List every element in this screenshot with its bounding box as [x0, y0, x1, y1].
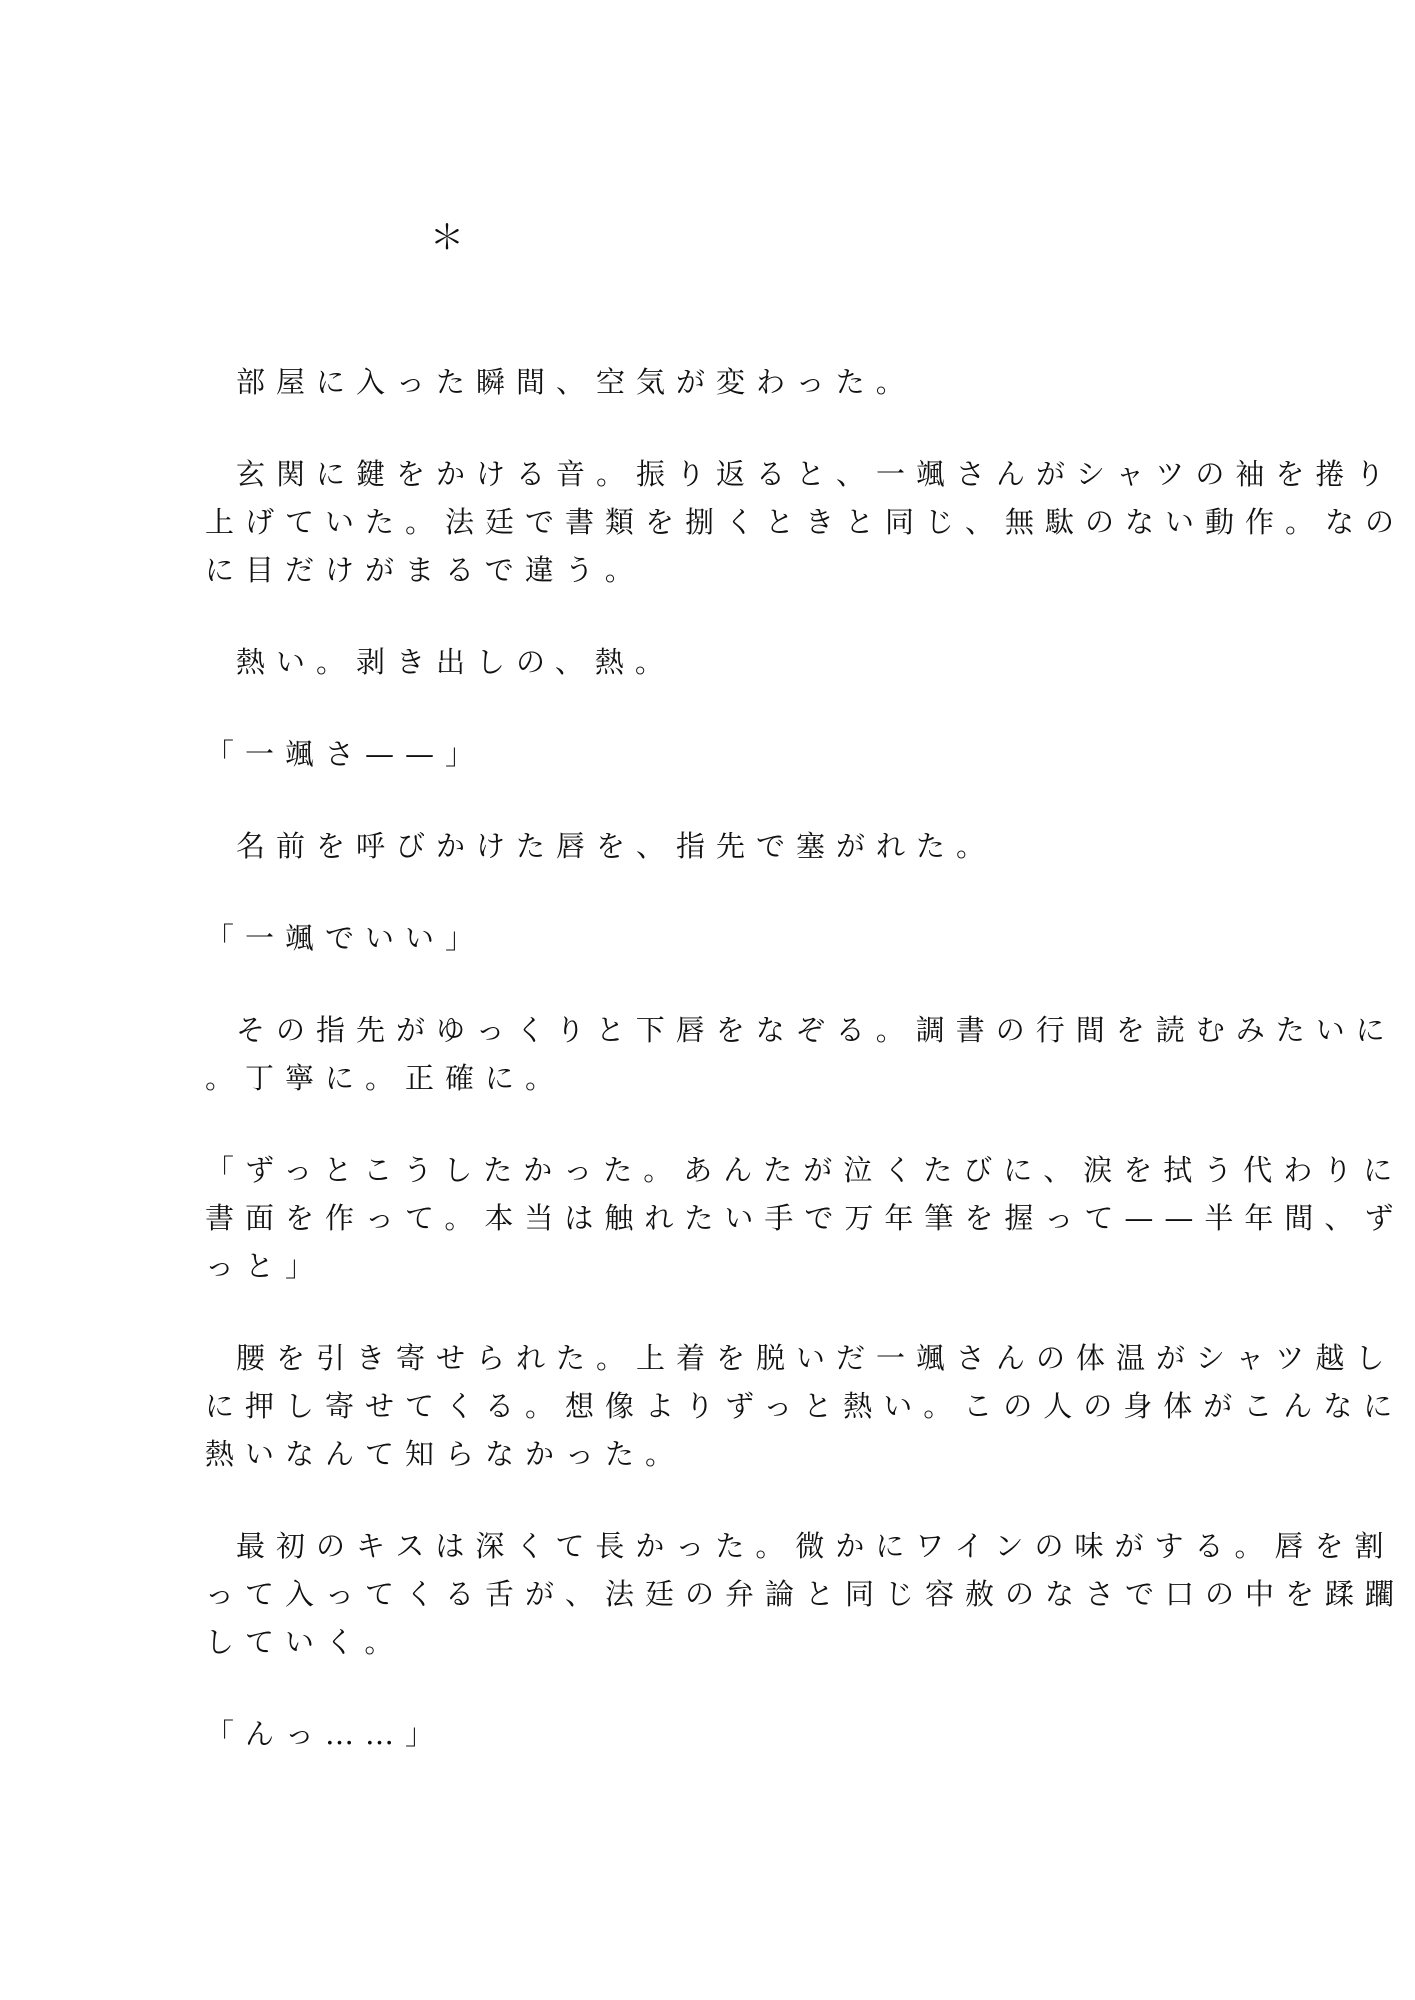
text-line: 部屋に入った瞬間、空気が変わった。	[236, 365, 916, 399]
text-line: に押し寄せてくる。想像よりずっと熱い。この人の身体がこんなに	[205, 1389, 1404, 1423]
text-line: 腰を引き寄せられた。上着を脱いだ一颯さんの体温がシャツ越し	[236, 1341, 1396, 1375]
dialogue-paragraph	[205, 914, 1185, 962]
narration-paragraph	[205, 450, 1406, 594]
text-line: 玄関に鍵をかける音。振り返ると、一颯さんがシャツの袖を捲り	[236, 457, 1396, 491]
text-line: っと」	[205, 1249, 326, 1283]
narration-paragraph	[205, 1522, 1406, 1666]
dialogue-paragraph	[205, 1710, 1185, 1758]
text-line: に目だけがまるで違う。	[205, 553, 645, 587]
text-line: 。丁寧に。正確に。	[205, 1061, 566, 1095]
text-line: 「んっ……」	[205, 1717, 446, 1751]
narration-paragraph	[205, 822, 1185, 870]
text-line: 熱い。剥き出しの、熱。	[236, 645, 675, 679]
narration-paragraph	[205, 358, 1185, 406]
dialogue-paragraph	[205, 1146, 1405, 1290]
text-line: 書面を作って。本当は触れたい手で万年筆を握って——半年間、ず	[205, 1201, 1405, 1235]
dialogue-paragraph	[205, 730, 1185, 778]
narration-paragraph	[205, 638, 1185, 686]
narration-paragraph	[205, 1334, 1404, 1478]
text-line: 「一颯さ——」	[205, 737, 486, 771]
text-line: 名前を呼びかけた唇を、指先で塞がれた。	[236, 829, 997, 863]
section-break-asterisk: ＊	[430, 218, 464, 258]
body-text	[205, 358, 1406, 1802]
text-line: していく。	[205, 1625, 405, 1659]
text-line: 「ずっとこうしたかった。あんたが泣くたびに、涙を拭う代わりに	[205, 1153, 1404, 1187]
text-line: 上げていた。法廷で書類を捌くときと同じ、無駄のない動作。なの	[205, 505, 1406, 539]
text-line: 最初のキスは深くて長かった。微かにワインの味がする。唇を割	[236, 1529, 1395, 1563]
narration-paragraph	[205, 1006, 1396, 1102]
text-line: その指先がゆっくりと下唇をなぞる。調書の行間を読むみたいに	[236, 1013, 1396, 1047]
text-line: って入ってくる舌が、法廷の弁論と同じ容赦のなさで口の中を蹂躙	[205, 1577, 1406, 1611]
text-line: 「一颯でいい」	[205, 921, 486, 955]
text-line: 熱いなんて知らなかった。	[205, 1437, 686, 1471]
